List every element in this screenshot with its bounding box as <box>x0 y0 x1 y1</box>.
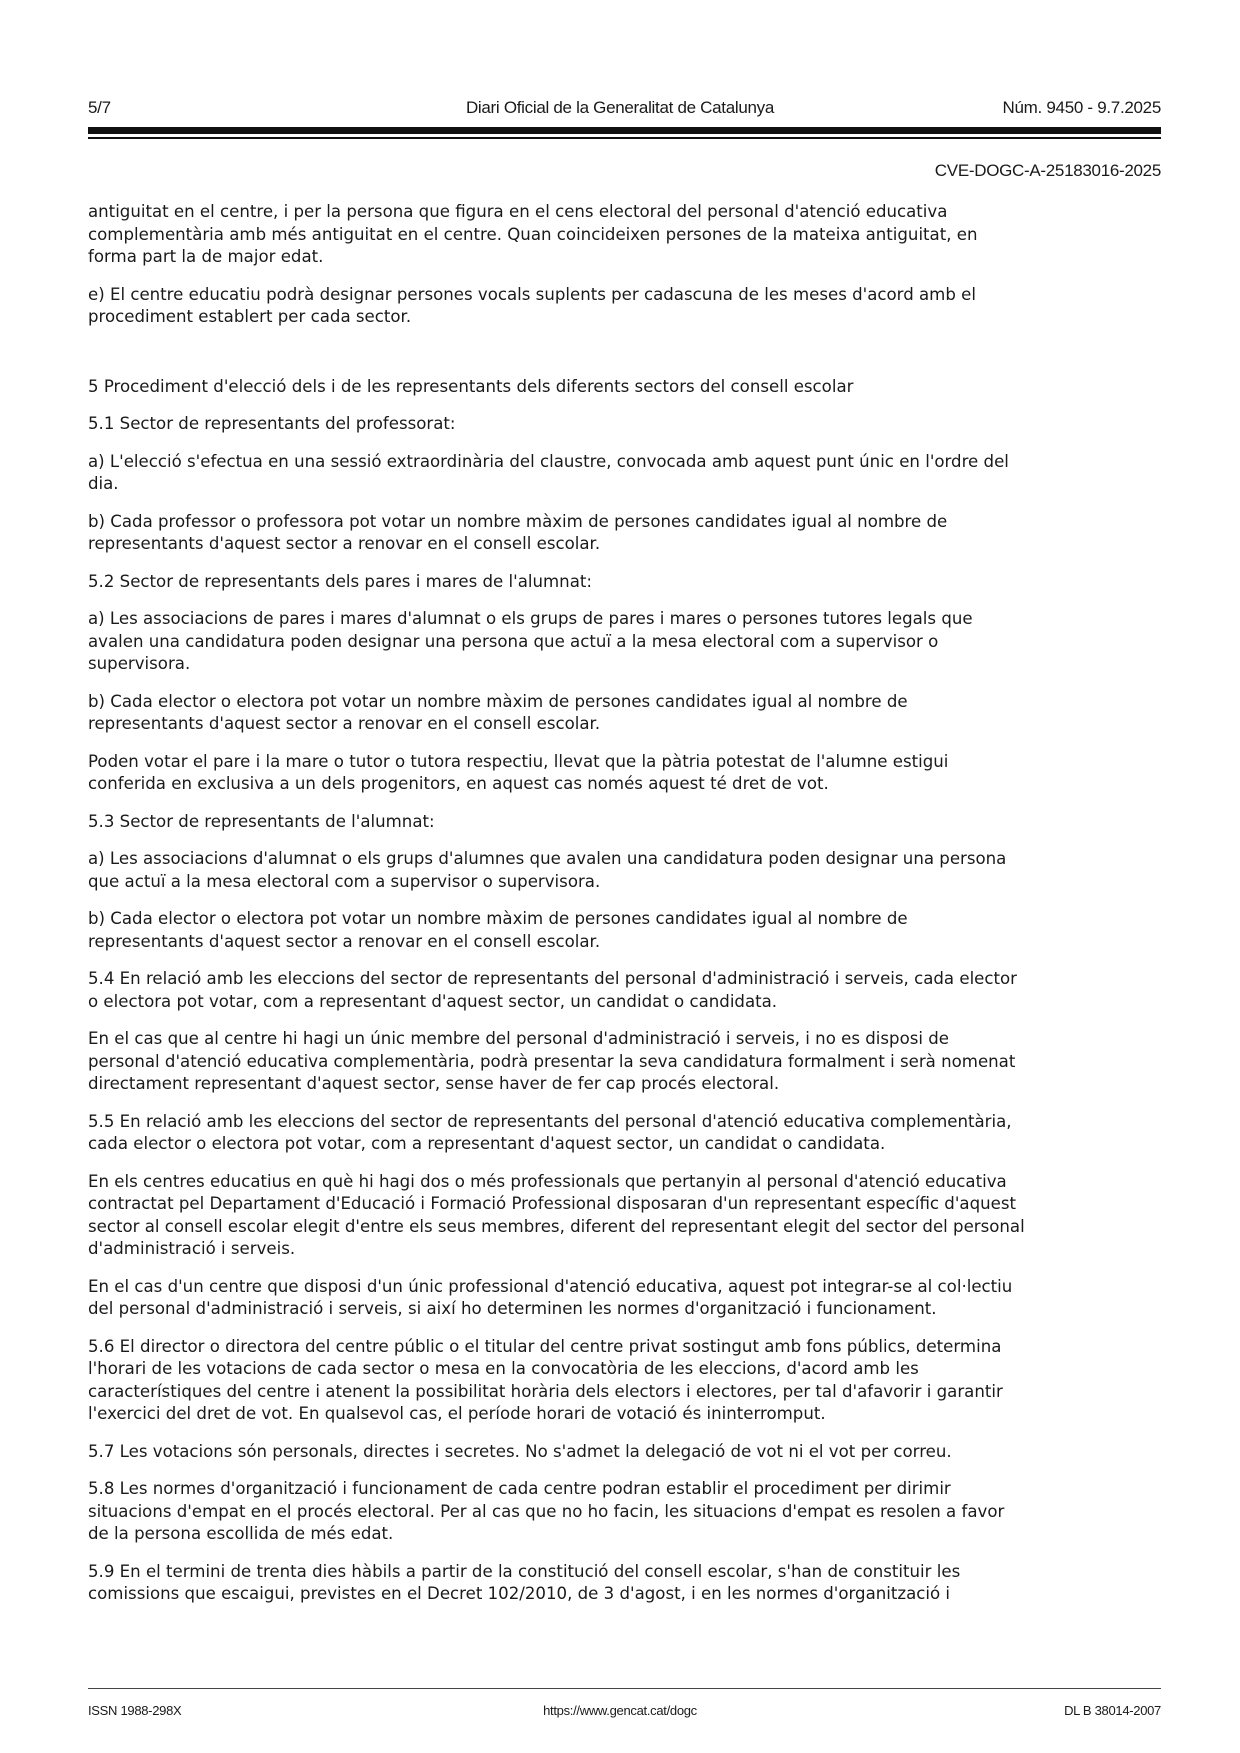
text-line: 5.7 Les votacions són personals, directes i secretes. No s'admet la delegació de vot ni el vot per correu. <box>88 1441 952 1461</box>
text-line: 5.4 En relació amb les eleccions del sector de representants del personal d'administració i serveis, cada elector <box>88 969 1017 988</box>
paragraph <box>88 811 1168 834</box>
paragraph <box>88 691 1168 736</box>
page-number: 5/7 <box>88 98 111 117</box>
paragraph <box>88 1441 1168 1464</box>
text-line: l'horari de les votacions de cada sector o mesa en la convocatòria de les eleccions, d'acord amb les <box>88 1359 919 1378</box>
text-line: de la persona escollida de més edat. <box>88 1524 394 1543</box>
paragraph <box>88 1336 1168 1426</box>
text-line: que actuï a la mesa electoral com a supervisor o supervisora. <box>88 871 601 891</box>
text-line: 5.5 En relació amb les eleccions del sector de representants del personal d'atenció educativa complementària, <box>88 1111 1012 1131</box>
publication-title: Diari Oficial de la Generalitat de Catalunya <box>465 98 775 117</box>
text-line: directament representant d'aquest sector, sense haver de fer cap procés electoral. <box>88 1074 780 1093</box>
text-line: supervisora. <box>88 654 191 673</box>
text-line: a) Les associacions de pares i mares d'alumnat o els grups de pares i mares o persones tutores legals que <box>88 609 973 628</box>
paragraph <box>88 451 1168 496</box>
cve-code: CVE-DOGC-A-25183016-2025 <box>934 161 1161 180</box>
text-line: avalen una candidatura poden designar una persona que actuï a la mesa electoral com a supervisor o <box>88 631 939 651</box>
text-line: 5.3 Sector de representants de l'alumnat: <box>88 811 435 831</box>
footer-url[interactable]: https://www.gencat.cat/dogc <box>543 1703 697 1718</box>
paragraph <box>88 571 1168 594</box>
footer-legal-deposit: DL B 38014-2007 <box>1064 1703 1161 1718</box>
text-line: sector al consell escolar elegit d'entre els seus membres, diferent del representant elegit del sector del personal <box>88 1216 1025 1236</box>
text-line: En el cas que al centre hi hagi un únic membre del personal d'administració i serveis, i no es disposi de <box>88 1029 949 1048</box>
paragraph <box>88 608 1168 676</box>
paragraph <box>88 201 1168 269</box>
paragraph <box>88 751 1168 796</box>
paragraph <box>88 511 1168 556</box>
text-line: 5.9 En el termini de trenta dies hàbils a partir de la constitució del consell escolar, s'han de constituir les <box>88 1561 961 1581</box>
text-line: procediment establert per cada sector. <box>88 307 412 326</box>
text-line: a) L'elecció s'efectua en una sessió extraordinària del claustre, convocada amb aquest punt únic en l'ordre del <box>88 451 1009 471</box>
paragraph <box>88 1171 1168 1261</box>
text-line: dia. <box>88 474 119 493</box>
header-rule-thin <box>88 137 1161 139</box>
footer-rule <box>88 1688 1161 1689</box>
text-line: 5.1 Sector de representants del professorat: <box>88 414 456 433</box>
text-line: a) Les associacions d'alumnat o els grups d'alumnes que avalen una candidatura poden designar una persona <box>88 849 1007 868</box>
text-line: En els centres educatius en què hi hagi dos o més professionals que pertanyin al personal d'atenció educativa <box>88 1171 1007 1191</box>
text-line: e) El centre educatiu podrà designar persones vocals suplents per cadascuna de les meses d'acord amb el <box>88 284 976 304</box>
paragraph <box>88 968 1168 1013</box>
text-line: o electora pot votar, com a representant d'aquest sector, un candidat o candidata. <box>88 991 778 1011</box>
text-line: En el cas d'un centre que disposi d'un únic professional d'atenció educativa, aquest pot integrar-se al col·lectiu <box>88 1276 1013 1296</box>
text-line: situacions d'empat en el procés electoral. Per al cas que no ho facin, les situacions d'empat es resolen a favor <box>88 1501 1005 1521</box>
text-line: representants d'aquest sector a renovar en el consell escolar. <box>88 714 601 733</box>
text-line: b) Cada elector o electora pot votar un nombre màxim de persones candidates igual al nombre de <box>88 909 908 928</box>
text-line: l'exercici del dret de vot. En qualsevol cas, el període horari de votació és ininterromput. <box>88 1404 826 1423</box>
header-rule-thick <box>88 127 1161 134</box>
footer-issn: ISSN 1988-298X <box>88 1703 182 1718</box>
paragraph <box>88 413 1168 436</box>
text-line: d'administració i serveis. <box>88 1239 296 1258</box>
text-line: contractat pel Departament d'Educació i Formació Professional disposaran d'un representant específic d'aquest <box>88 1194 1016 1213</box>
text-line: 5.2 Sector de representants dels pares i mares de l'alumnat: <box>88 571 592 591</box>
text-line: cada elector o electora pot votar, com a representant d'aquest sector, un candidat o candidata. <box>88 1134 886 1153</box>
issue-number-date: Núm. 9450 - 9.7.2025 <box>1002 98 1161 117</box>
text-line: del personal d'administració i serveis, si així ho determinen les normes d'organització i funcionament. <box>88 1299 937 1318</box>
paragraph <box>88 284 1168 329</box>
text-line: personal d'atenció educativa complementària, podrà presentar la seva candidatura formalment i serà nomenat <box>88 1051 1016 1071</box>
text-line: comissions que escaigui, previstes en el Decret 102/2010, de 3 d'agost, i en les normes d'organització i <box>88 1584 951 1603</box>
paragraph <box>88 908 1168 953</box>
text-line: Poden votar el pare i la mare o tutor o tutora respectiu, llevat que la pàtria potestat de l'alumne estigui <box>88 751 949 771</box>
text-line: forma part la de major edat. <box>88 247 324 266</box>
text-line: 5 Procediment d'elecció dels i de les representants dels diferents sectors del consell escolar <box>88 376 854 396</box>
text-line: antiguitat en el centre, i per la persona que figura en el cens electoral del personal d'atenció educativa <box>88 202 948 221</box>
text-line: b) Cada elector o electora pot votar un nombre màxim de persones candidates igual al nombre de <box>88 691 908 711</box>
paragraph <box>88 1111 1168 1156</box>
text-line: 5.6 El director o directora del centre públic o el titular del centre privat sostingut amb fons públics, determina <box>88 1336 1002 1356</box>
text-line: representants d'aquest sector a renovar en el consell escolar. <box>88 534 601 553</box>
text-line: b) Cada professor o professora pot votar un nombre màxim de persones candidates igual al nombre de <box>88 511 948 531</box>
paragraph <box>88 1028 1168 1096</box>
text-line: complementària amb més antiguitat en el centre. Quan coincideixen persones de la mateixa antiguitat, en <box>88 224 978 244</box>
paragraph <box>88 1478 1168 1546</box>
paragraph <box>88 1276 1168 1321</box>
text-line: conferida en exclusiva a un dels progenitors, en aquest cas només aquest té dret de vot. <box>88 774 829 793</box>
text-line: 5.8 Les normes d'organització i funcionament de cada centre podran establir el procediment per dirimir <box>88 1479 951 1498</box>
text-line: representants d'aquest sector a renovar en el consell escolar. <box>88 931 601 951</box>
paragraph <box>88 1561 1168 1606</box>
section-heading <box>88 376 1168 399</box>
document-body <box>88 201 1168 1621</box>
text-line: característiques del centre i atenent la possibilitat horària dels electors i electores, per tal d'afavorir i garantir <box>88 1381 1003 1401</box>
paragraph <box>88 848 1168 893</box>
